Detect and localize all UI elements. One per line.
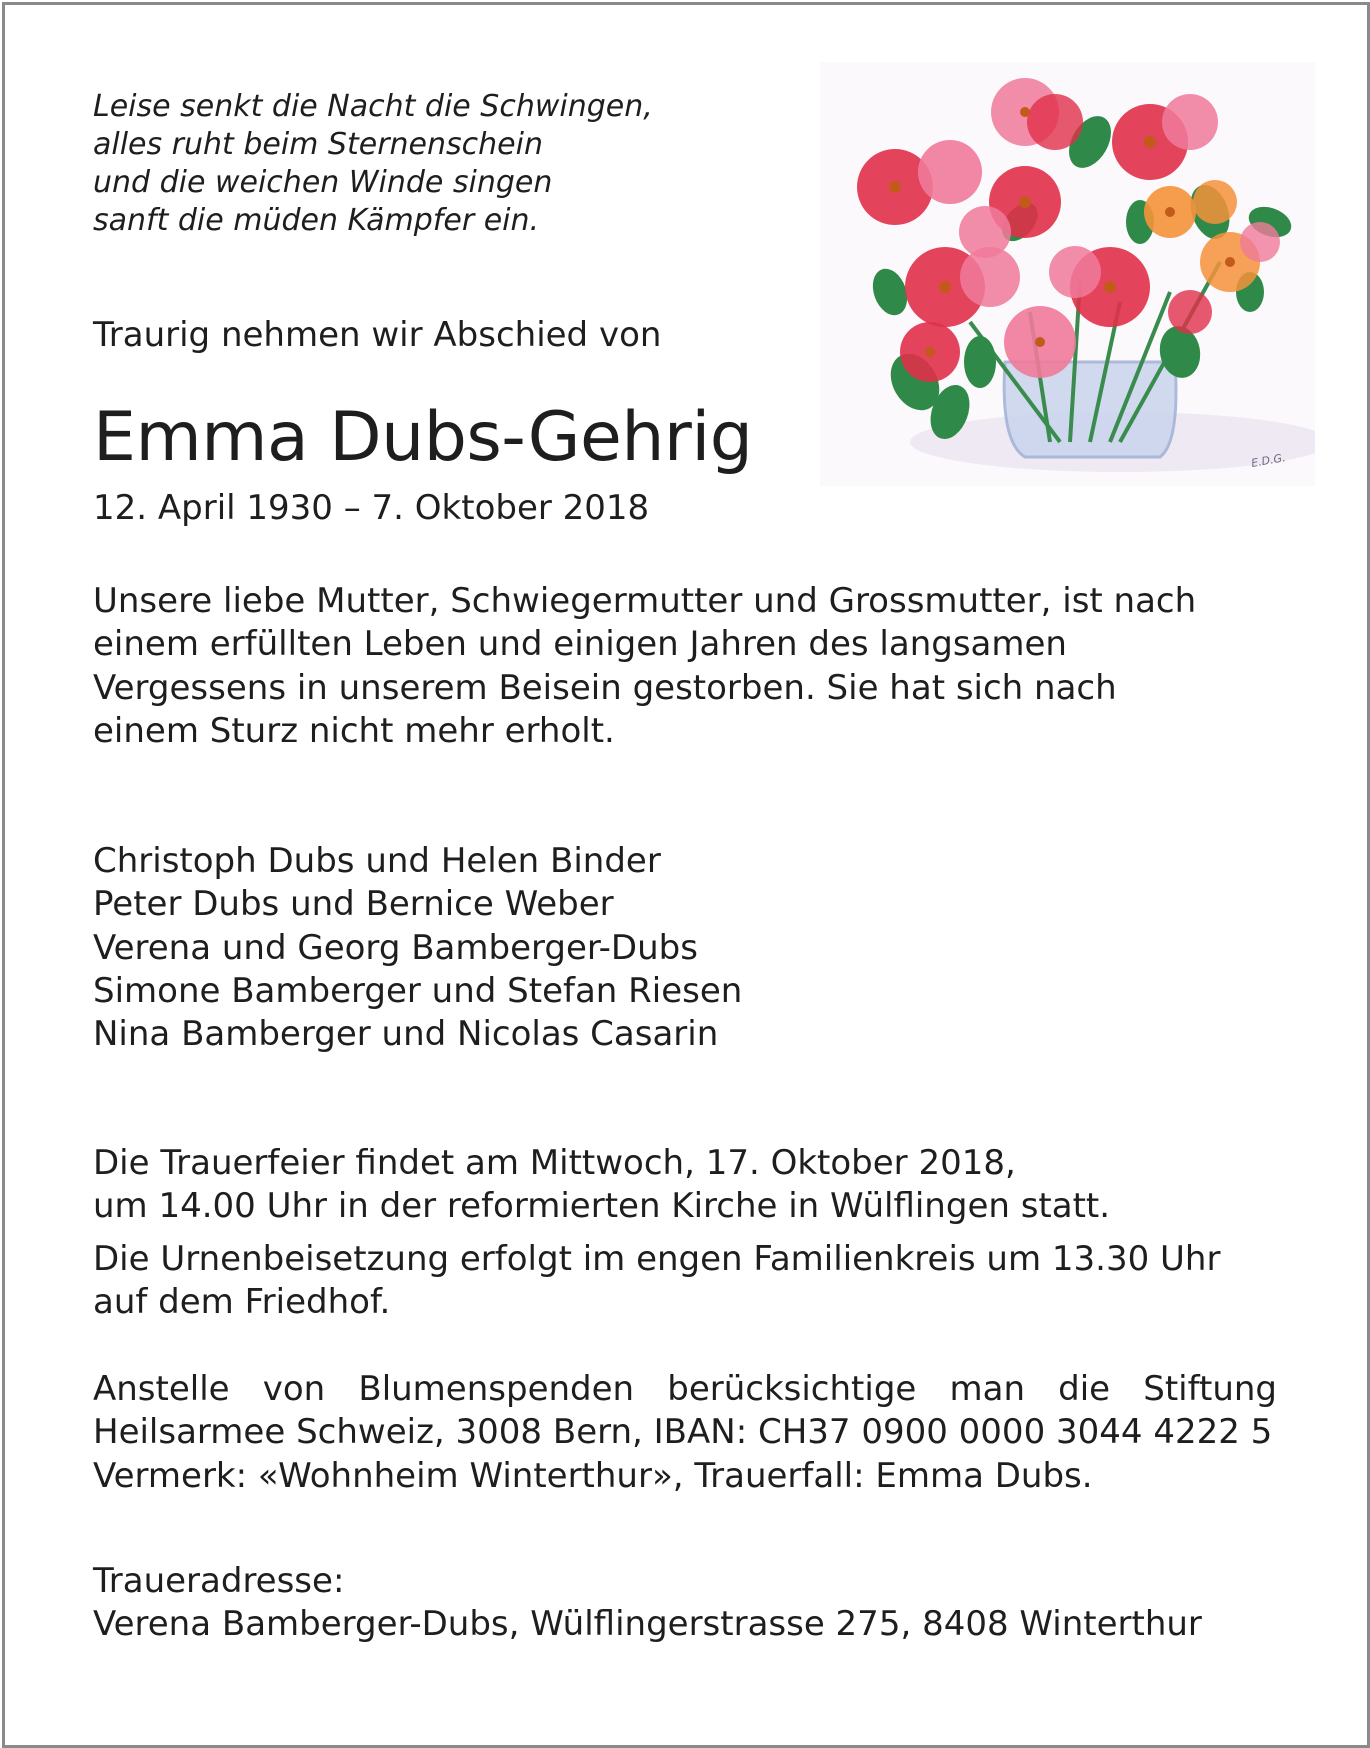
message-line: einem Sturz nicht mehr erholt. xyxy=(93,710,615,751)
poem-line: und die weichen Winde singen xyxy=(93,165,553,200)
service-line: um 14.00 Uhr in der reformierten Kirche in Wülflingen statt. xyxy=(93,1186,1111,1227)
mourning-address xyxy=(93,1560,1202,1647)
message-line: Unsere liebe Mutter, Schwiegermutter und Grossmutter, ist nach xyxy=(93,581,1197,621)
deceased-name: Emma Dubs-Gehrig xyxy=(93,398,753,477)
message-line: einem erfüllten Leben und einigen Jahren des langsamen xyxy=(93,624,1067,665)
donation-line: Vermerk: «Wohnheim Winterthur», Trauerfall: Emma Dubs. xyxy=(93,1455,1093,1496)
donation-line: Heilsarmee Schweiz, 3008 Bern, IBAN: CH37 0900 0000 3044 4222 5 xyxy=(93,1412,1273,1453)
poem-line: sanft die müden Kämpfer ein. xyxy=(93,203,540,238)
intro-text: Traurig nehmen wir Abschied von xyxy=(93,315,662,355)
mourners-list xyxy=(93,840,742,1056)
donation-line: Anstelle von Blumenspenden berücksichtige man die Stiftung xyxy=(93,1369,1277,1409)
mourner: Christoph Dubs und Helen Binder xyxy=(93,841,661,881)
burial-line: auf dem Friedhof. xyxy=(93,1282,391,1323)
artist-signature: E.D.G. xyxy=(1250,451,1287,470)
donation-info xyxy=(93,1368,1277,1498)
burial-line: Die Urnenbeisetzung erfolgt im engen Familienkreis um 13.30 Uhr xyxy=(93,1239,1221,1279)
service-info xyxy=(93,1142,1110,1229)
life-dates: 12. April 1930 – 7. Oktober 2018 xyxy=(93,488,650,528)
poem-line: Leise senkt die Nacht die Schwingen, xyxy=(93,89,653,124)
service-line: Die Trauerfeier findet am Mittwoch, 17. Oktober 2018, xyxy=(93,1143,1016,1183)
burial-info xyxy=(93,1238,1220,1325)
message-line: Vergessens in unserem Beisein gestorben. Sie hat sich nach xyxy=(93,667,1117,708)
address-value: Verena Bamberger-Dubs, Wülflingerstrasse 275, 8408 Winterthur xyxy=(93,1604,1202,1645)
flower-bouquet-illustration xyxy=(820,62,1315,486)
mourner: Verena und Georg Bamberger-Dubs xyxy=(93,927,698,968)
poem-line: alles ruht beim Sternenschein xyxy=(93,127,543,162)
mourner: Nina Bamberger und Nicolas Casarin xyxy=(93,1014,719,1055)
address-label: Traueradresse: xyxy=(93,1561,345,1601)
message-paragraph xyxy=(93,580,1196,753)
poem xyxy=(93,88,653,240)
mourner: Peter Dubs und Bernice Weber xyxy=(93,884,614,925)
mourner: Simone Bamberger und Stefan Riesen xyxy=(93,970,743,1011)
